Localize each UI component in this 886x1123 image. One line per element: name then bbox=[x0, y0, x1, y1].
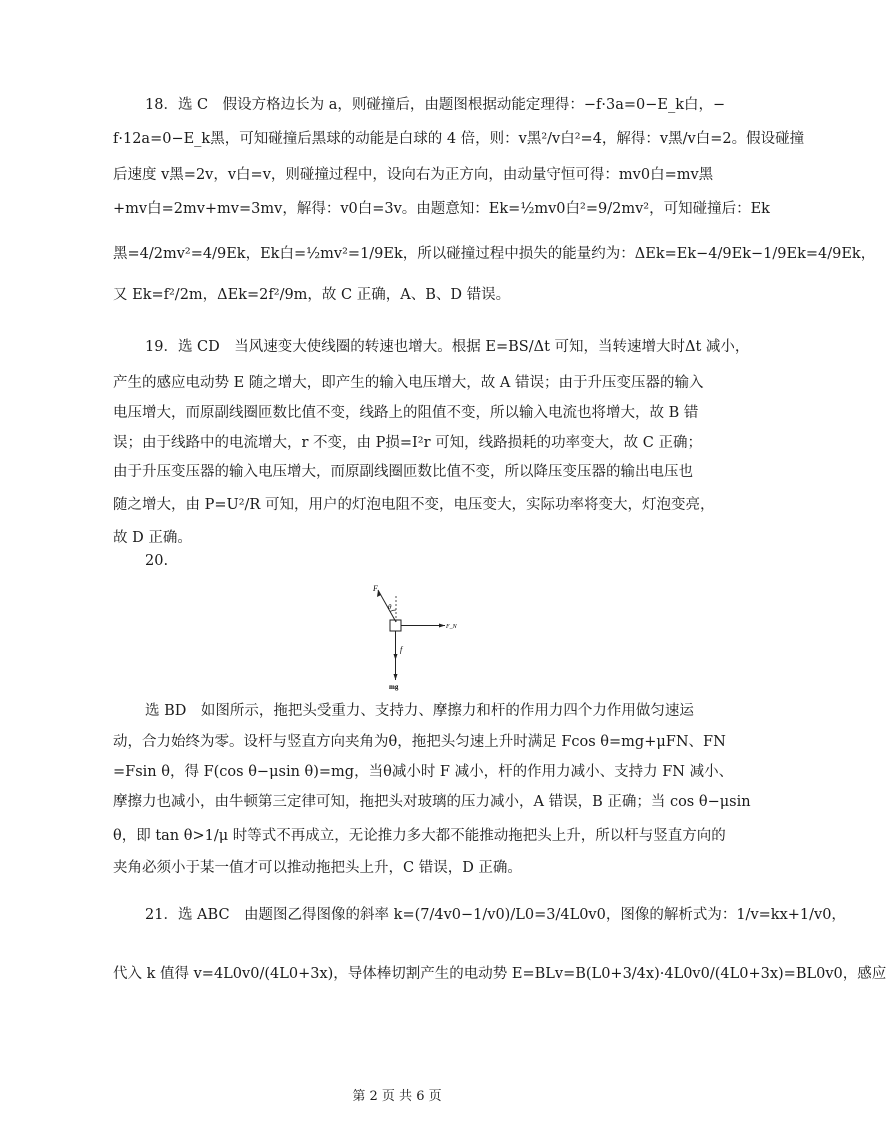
page-number-footer: 第 2 页 共 6 页 bbox=[352, 1089, 442, 1104]
q19-line-2: 产生的感应电动势 E 随之增大，即产生的输入电压增大，故 A 错误；由于升压变压器的输入 bbox=[113, 375, 704, 391]
q20-line-6: 夹角必须小于某一值才可以推动拖把头上升，C 错误，D 正确。 bbox=[113, 860, 522, 876]
q20-title: 20. bbox=[145, 553, 169, 569]
label-mg: mg bbox=[389, 683, 399, 691]
q20-line-1: 选 BD 如图所示，拖把头受重力、支持力、摩擦力和杆的作用力四个力作用做匀速运 bbox=[145, 703, 694, 719]
q21-line-1: 21．选 ABC 由题图乙得图像的斜率 k=(7/4v0−1/v0)/L0=3/4L0v0，图像的解析式为：1/v=kx+1/v0， bbox=[145, 907, 846, 923]
q20-line-2: 动，合力始终为零。设杆与竖直方向夹角为θ，拖把头匀速上升时满足 Fcos θ=mg+μFN、FN bbox=[113, 734, 726, 750]
q19-line-1: 19．选 CD 当风速变大使线圈的转速也增大。根据 E=BS/Δt 可知，当转速增大时Δt 减小， bbox=[145, 339, 750, 355]
q21-line-2: 代入 k 值得 v=4L0v0/(4L0+3x)，导体棒切割产生的电动势 E=BLv=B(L0+3/4x)·4L0v0/(4L0+3x)=BL0v0，感应 bbox=[113, 966, 886, 982]
q18-line-1: 18．选 C 假设方格边长为 a，则碰撞后，由题图根据动能定理得：−f·3a=0−E_k白，− bbox=[145, 97, 726, 113]
q18-line-2: f·12a=0−E_k黑，可知碰撞后黑球的动能是白球的 4 倍，则：v黑²/v白²=4，解得：v黑/v白=2。假设碰撞 bbox=[113, 131, 805, 147]
q18-line-4: +mv白=2mv+mv=3mv，解得：v0白=3v。由题意知：Ek=½mv0白²=9/2mv²，可知碰撞后：Ek bbox=[113, 201, 770, 217]
label-FN: F_N bbox=[446, 624, 457, 630]
label-f: f bbox=[400, 645, 403, 654]
q18-line-3: 后速度 v黑=2v，v白=v，则碰撞过程中，设向右为正方向，由动量守恒可得：mv0白=mv黑 bbox=[113, 167, 714, 183]
friction-arrowhead bbox=[394, 654, 398, 660]
force-FN-arrowhead bbox=[439, 624, 445, 628]
q19-line-6: 随之增大，由 P=U²/R 可知，用户的灯泡电阻不变，电压变大，实际功率将变大，灯泡变亮， bbox=[113, 497, 715, 513]
q20-line-4: 摩擦力也减小，由牛顿第三定律可知，拖把头对玻璃的压力减小，A 错误，B 正确；当 cos θ−μsin bbox=[113, 794, 751, 810]
q19-line-4: 误；由于线路中的电流增大，r 不变，由 P损=I²r 可知，线路损耗的功率变大，故 C 正确； bbox=[113, 435, 702, 451]
gravity-arrowhead bbox=[394, 674, 398, 680]
q20-line-3: =Fsin θ，得 F(cos θ−μsin θ)=mg，当θ减小时 F 减小，杆的作用力减小、支持力 FN 减小、 bbox=[113, 764, 734, 780]
label-F: F bbox=[373, 584, 378, 593]
force-diagram bbox=[360, 575, 460, 695]
q18-line-5: 黑=4/2mv²=4/9Ek，Ek白=½mv²=1/9Ek，所以碰撞过程中损失的能量约为：ΔEk=Ek−4/9Ek−1/9Ek=4/9Ek， bbox=[113, 246, 876, 262]
label-theta: θ bbox=[388, 603, 392, 611]
q19-line-7: 故 D 正确。 bbox=[113, 530, 192, 546]
q19-line-3: 电压增大，而原副线圈匝数比值不变，线路上的阻值不变，所以输入电流也将增大，故 B 错 bbox=[113, 405, 699, 421]
q18-line-6: 又 Ek=f²/2m，ΔEk=2f²/9m，故 C 正确，A、B、D 错误。 bbox=[113, 287, 511, 303]
q19-line-5: 由于升压变压器的输入电压增大，而原副线圈匝数比值不变，所以降压变压器的输出电压也 bbox=[113, 464, 693, 480]
q20-line-5: θ，即 tan θ>1/μ 时等式不再成立，无论推力多大都不能推动拖把头上升，所以杆与竖直方向的 bbox=[113, 828, 726, 844]
